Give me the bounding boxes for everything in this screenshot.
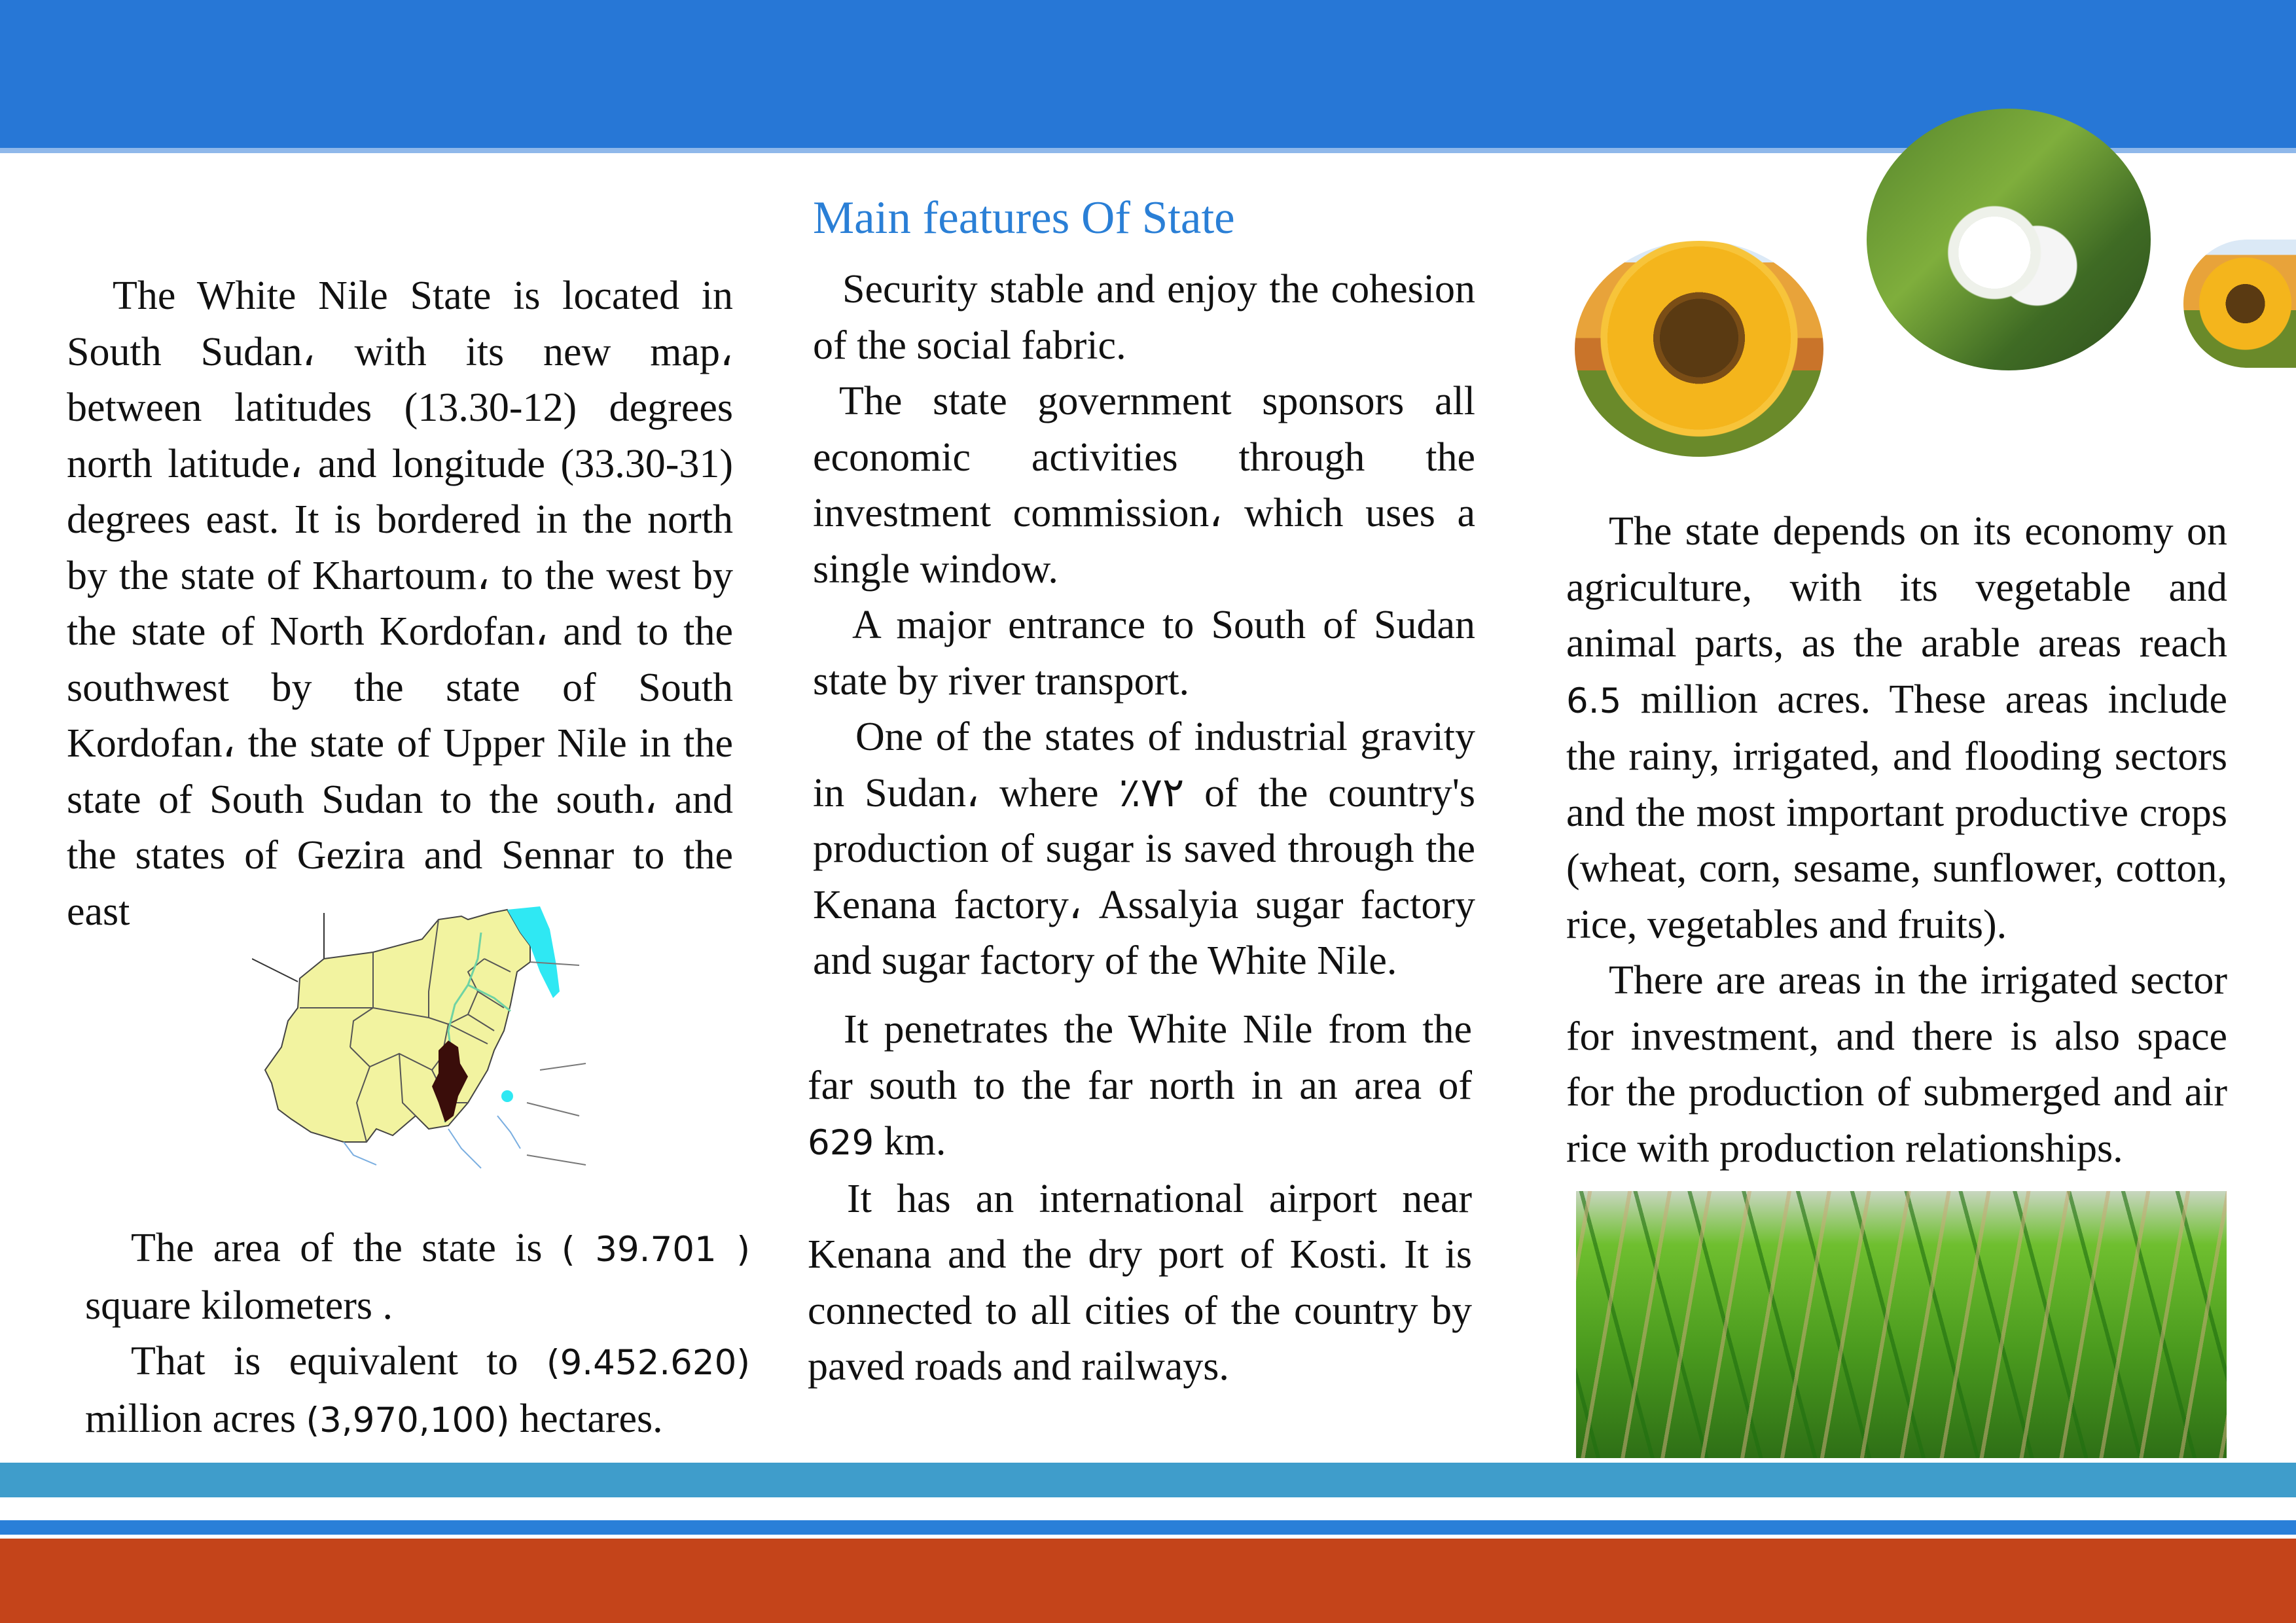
features-text xyxy=(813,262,1475,990)
equivalent-paragraph xyxy=(85,1334,750,1448)
feature-river-entrance: A major entrance to South of Sudan state by river transport. xyxy=(813,603,1475,704)
sudan-map xyxy=(252,906,602,1181)
cotton-photo xyxy=(1867,109,2151,370)
area-prefix: The area of the state is xyxy=(131,1226,543,1270)
area-paragraph xyxy=(85,1221,750,1334)
economy-agriculture xyxy=(1566,504,2227,953)
location-paragraph: The White Nile State is located in South Sudan، with its new map، between latitudes (13.30-12) degrees north latitude، and longitude (33.30-31) degrees east. It is bordered in the north by the state of Khartoum، to the west by the state of North Kordofan، and to the southwest by the state of South Kordofan، the state of Upper Nile in the state of South Sudan to the south، and the states of Gezira and Sennar to the east xyxy=(67,274,733,934)
equivalent-hectares: (3,970,100) xyxy=(306,1400,510,1440)
economy-text xyxy=(1566,504,2227,1177)
location-text xyxy=(67,268,733,940)
area-value: ( 39.701 ) xyxy=(561,1230,751,1270)
equivalent-acres: (9.452.620) xyxy=(546,1343,750,1383)
feature-security: Security stable and enjoy the cohesion of the social fabric. xyxy=(813,267,1475,368)
equivalent-middle: million acres xyxy=(85,1396,296,1441)
feature-government: The state government sponsors all economic activities through the investment commission، which uses a single window. xyxy=(813,379,1475,592)
equivalent-prefix: That is equivalent to xyxy=(131,1339,518,1383)
feature-airport: It has an international airport near Kenana and the dry port of Kosti. It is connected to all cities of the country by paved roads and railways. xyxy=(808,1176,1472,1389)
bottom-white-gap xyxy=(0,1497,2296,1520)
bottom-orange-band xyxy=(0,1539,2296,1623)
section-title: Main features Of State xyxy=(813,192,1235,243)
arable-area-value: 6.5 xyxy=(1566,681,1622,721)
economy-suffix: million acres. These areas include the rainy, irrigated, and flooding sectors and the most important productive crops (wheat, corn, sesame, sunflower, cotton, rice, vegetables and fruits). xyxy=(1566,677,2227,947)
feature-industry: One of the states of industrial gravity in Sudan، where ٪٧٢ of the country's production of sugar is saved through the Kenana factory، Assalyia sugar factory and sugar factory of the White Nile. xyxy=(813,715,1475,983)
white-nile-length: 629 xyxy=(808,1123,874,1163)
area-suffix: square kilometers . xyxy=(85,1283,393,1328)
equivalent-suffix: hectares. xyxy=(520,1396,663,1441)
area-text xyxy=(85,1221,750,1448)
sunflower-photo xyxy=(1575,241,1823,457)
bottom-light-blue-band xyxy=(0,1463,2296,1497)
economy-prefix: The state depends on its economy on agriculture, with its vegetable and animal parts, as the arable areas reach xyxy=(1566,509,2227,666)
white-nile-prefix: It penetrates the White Nile from the far south to the far north in an area of xyxy=(808,1007,1472,1108)
rice-field-photo xyxy=(1576,1191,2227,1458)
bottom-blue-band xyxy=(0,1520,2296,1535)
features-text-lower xyxy=(808,1002,1472,1395)
white-nile-suffix: km. xyxy=(884,1119,946,1164)
feature-white-nile xyxy=(808,1002,1472,1171)
economy-irrigated: There are areas in the irrigated sector for investment, and there is also space for the production of submerged and air rice with production relationships. xyxy=(1566,958,2227,1171)
sunflower-photo-small xyxy=(2183,240,2296,368)
